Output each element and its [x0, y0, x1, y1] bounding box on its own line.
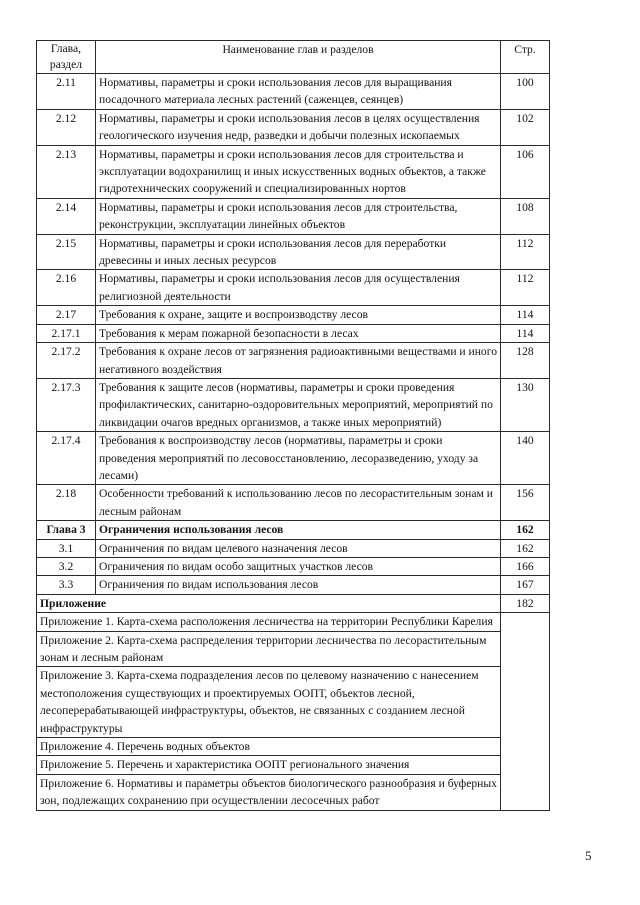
appendix-item-row — [37, 774, 550, 810]
row-page: 128 — [501, 343, 550, 379]
appendix-item: Приложение 2. Карта-схема распределения территории лесничества по лесорастительным зонам и лесным районам — [37, 631, 501, 667]
row-title: Требования к охране лесов от загрязнения радиоактивными веществами и иного негативного воздействия — [96, 343, 501, 379]
toc-row — [37, 234, 550, 270]
row-number: Глава 3 — [37, 521, 96, 539]
header-page: Стр. — [501, 41, 550, 74]
appendix-item: Приложение 5. Перечень и характеристика ООПТ регионального значения — [37, 756, 501, 774]
appendix-item-row — [37, 667, 550, 738]
toc-body — [37, 74, 550, 811]
row-page: 166 — [501, 557, 550, 575]
row-title: Нормативы, параметры и сроки использования лесов в целях осуществления геологического изучения недр, разведки и добычи полезных ископаемых — [96, 109, 501, 145]
toc-table — [36, 40, 550, 811]
row-number: 2.17.1 — [37, 324, 96, 342]
row-title: Нормативы, параметры и сроки использования лесов для осуществления религиозной деятельности — [96, 270, 501, 306]
row-page: 140 — [501, 432, 550, 485]
row-number: 2.16 — [37, 270, 96, 306]
toc-row — [37, 306, 550, 324]
toc-row — [37, 270, 550, 306]
toc-row — [37, 432, 550, 485]
page-number: 5 — [585, 848, 592, 863]
row-number: 2.11 — [37, 74, 96, 110]
row-title: Нормативы, параметры и сроки использования лесов для переработки древесины и иных лесных ресурсов — [96, 234, 501, 270]
appendix-row — [37, 594, 550, 612]
row-title: Требования к мерам пожарной безопасности в лесах — [96, 324, 501, 342]
row-page: 112 — [501, 270, 550, 306]
row-title: Ограничения по видам особо защитных участков лесов — [96, 557, 501, 575]
row-page: 167 — [501, 576, 550, 594]
appendix-label: Приложение — [37, 594, 501, 612]
toc-row — [37, 378, 550, 431]
appendix-item-row — [37, 756, 550, 774]
toc-row — [37, 198, 550, 234]
toc-row — [37, 324, 550, 342]
header-chapter: Глава, раздел — [37, 41, 96, 74]
row-number: 2.17 — [37, 306, 96, 324]
row-page: 102 — [501, 109, 550, 145]
appendix-item: Приложение 1. Карта-схема расположения лесничества на территории Республики Карелия — [37, 613, 501, 631]
appendix-item-row — [37, 631, 550, 667]
row-title: Ограничения использования лесов — [96, 521, 501, 539]
row-number: 2.17.2 — [37, 343, 96, 379]
row-page: 100 — [501, 74, 550, 110]
row-number: 2.17.3 — [37, 378, 96, 431]
appendix-item: Приложение 6. Нормативы и параметры объектов биологического разнообразия и буферных зон, подлежащих сохранению при осуществлении лесосечных работ — [37, 774, 501, 810]
toc-row — [37, 74, 550, 110]
row-page: 130 — [501, 378, 550, 431]
row-page: 156 — [501, 485, 550, 521]
toc-row — [37, 521, 550, 539]
appendix-item: Приложение 3. Карта-схема подразделения лесов по целевому назначению с нанесением местоположения существующих и проектируемых ООПТ, объектов лесной, лесоперерабатывающей инфраструктуры, объектов, не связанных с созданием лесной инфраструктуры — [37, 667, 501, 738]
appendix-page: 182 — [501, 594, 550, 612]
appendix-item-row — [37, 613, 550, 631]
appendix-page-empty-cell — [501, 613, 550, 810]
header-title: Наименование глав и разделов — [96, 41, 501, 74]
row-title: Требования к охране, защите и воспроизводству лесов — [96, 306, 501, 324]
row-number: 2.17.4 — [37, 432, 96, 485]
row-number: 3.3 — [37, 576, 96, 594]
toc-row — [37, 485, 550, 521]
toc-row — [37, 343, 550, 379]
toc-row — [37, 576, 550, 594]
row-number: 2.14 — [37, 198, 96, 234]
row-title: Требования к воспроизводству лесов (нормативы, параметры и сроки проведения мероприятий по лесовосстановлению, лесоразведению, уходу за лесами) — [96, 432, 501, 485]
toc-header-row — [37, 41, 550, 74]
row-title: Нормативы, параметры и сроки использования лесов для строительства, реконструкции, эксплуатации линейных объектов — [96, 198, 501, 234]
row-title: Нормативы, параметры и сроки использования лесов для строительства и эксплуатации водохранилищ и иных искусственных водных объектов, а также гидротехнических сооружений и специализированных нортов — [96, 145, 501, 198]
row-number: 2.12 — [37, 109, 96, 145]
row-number: 3.1 — [37, 539, 96, 557]
row-page: 106 — [501, 145, 550, 198]
row-number: 2.18 — [37, 485, 96, 521]
row-title: Особенности требований к использованию лесов по лесорастительным зонам и лесным районам — [96, 485, 501, 521]
row-title: Ограничения по видам целевого назначения лесов — [96, 539, 501, 557]
row-page: 108 — [501, 198, 550, 234]
toc-row — [37, 145, 550, 198]
toc-row — [37, 557, 550, 575]
toc-row — [37, 539, 550, 557]
row-page: 162 — [501, 521, 550, 539]
row-number: 3.2 — [37, 557, 96, 575]
row-page: 162 — [501, 539, 550, 557]
toc-row — [37, 109, 550, 145]
appendix-item: Приложение 4. Перечень водных объектов — [37, 738, 501, 756]
row-number: 2.13 — [37, 145, 96, 198]
row-page: 114 — [501, 324, 550, 342]
row-title: Нормативы, параметры и сроки использования лесов для выращивания посадочного материала лесных растений (саженцев, сеянцев) — [96, 74, 501, 110]
row-page: 112 — [501, 234, 550, 270]
appendix-item-row — [37, 738, 550, 756]
row-number: 2.15 — [37, 234, 96, 270]
row-page: 114 — [501, 306, 550, 324]
row-title: Требования к защите лесов (нормативы, параметры и сроки проведения профилактических, санитарно-оздоровительных мероприятий, мероприятий по ликвидации очагов вредных организмов, а также иных мероприятий) — [96, 378, 501, 431]
row-title: Ограничения по видам использования лесов — [96, 576, 501, 594]
